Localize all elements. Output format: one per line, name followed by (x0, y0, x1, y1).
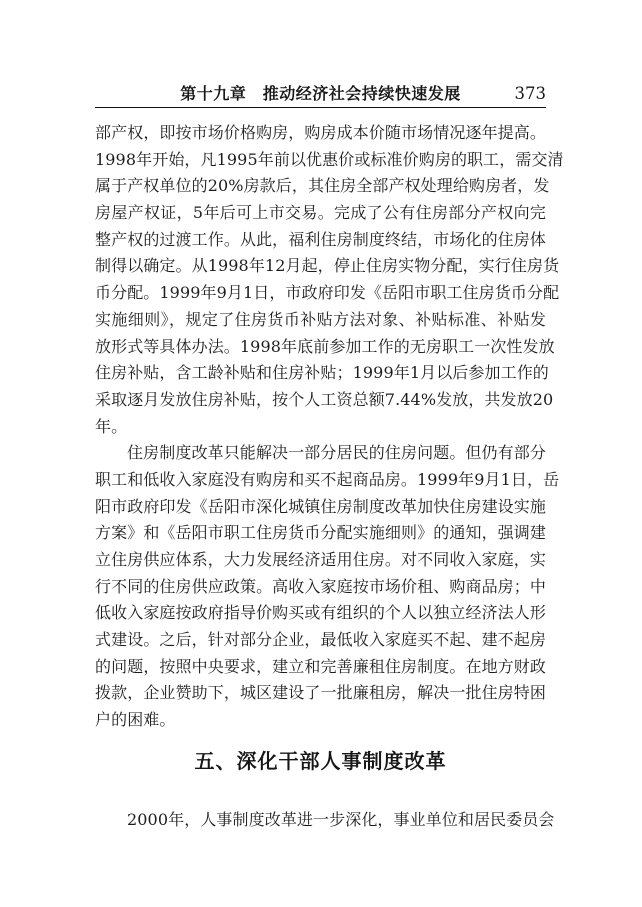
text-line: 整产权的过渡工作。从此，福利住房制度终结，市场化的住房体 (95, 229, 546, 249)
text-line: 放形式等具体办法。1998年底前参加工作的无房职工一次性发放 (95, 336, 555, 356)
text-line: 职工和低收入家庭没有购房和买不起商品房。1999年9月1日，岳 (95, 469, 560, 489)
text-line: 部产权，即按市场价格购房，购房成本价随市场情况逐年提高。 (95, 123, 546, 142)
header-rule (95, 107, 546, 108)
page-body (95, 120, 564, 834)
text-line: 的问题，按照中央要求，建立和完善廉租住房制度。在地方财政 (95, 656, 546, 676)
text-line: 住房制度改革只能解决一部分居民的住房问题。但仍有部分 (127, 443, 546, 463)
text-line: 住房补贴，含工龄补贴和住房补贴；1999年1月以后参加工作的 (95, 363, 549, 383)
paragraph (95, 440, 560, 734)
text-line: 立住房供应体系，大力发展经济适用住房。对不同收入家庭，实 (95, 550, 546, 569)
text-line: 拨款，企业赞助下，城区建设了一批廉租房，解决一批住房特困 (95, 683, 546, 703)
page-number: 373 (514, 84, 546, 103)
text-line: 行不同的住房供应政策。高收入家庭按市场价租、购商品房；中 (95, 576, 546, 596)
chapter-title: 第十九章 推动经济社会持续快速发展 (180, 84, 461, 103)
text-line: 1998年开始，凡1995年前以优惠价或标准价购房的职工，需交清 (95, 149, 564, 169)
text-line: 币分配。1999年9月1日，市政府印发《岳阳市职工住房货币分配 (95, 283, 560, 303)
text-line: 户的困难。 (95, 710, 176, 730)
text-line: 阳市政府印发《岳阳市深化城镇住房制度改革加快住房建设实施 (95, 496, 546, 516)
text-line: 房屋产权证，5年后可上市交易。完成了公有住房部分产权向完 (95, 203, 546, 223)
page-content (95, 0, 564, 834)
text-line: 2000年，人事制度改革进一步深化，事业单位和居民委员会 (127, 809, 555, 829)
paragraph (95, 807, 555, 834)
running-head (95, 84, 546, 104)
text-line: 方案》和《岳阳市职工住房货币分配实施细则》的通知，强调建 (95, 523, 546, 543)
section-heading: 五、深化干部人事制度改革 (194, 748, 447, 773)
text-line: 属于产权单位的20%房款后，其住房全部产权处理给购房者，发 (95, 176, 550, 196)
text-line: 年。 (95, 416, 128, 436)
text-line: 制得以确定。从1998年12月起，停止住房实物分配，实行住房货 (95, 256, 560, 276)
text-line: 式建设。之后，针对部分企业，最低收入家庭买不起、建不起房 (95, 630, 546, 650)
text-line: 实施细则》，规定了住房货币补贴方法对象、补贴标准、补贴发 (95, 309, 546, 329)
paragraph (95, 120, 564, 440)
text-line: 低收入家庭按政府指导价购买或有组织的个人以独立经济法人形 (95, 603, 546, 623)
text-line: 采取逐月发放住房补贴，按个人工资总额7.44%发放，共发放20 (95, 389, 554, 409)
